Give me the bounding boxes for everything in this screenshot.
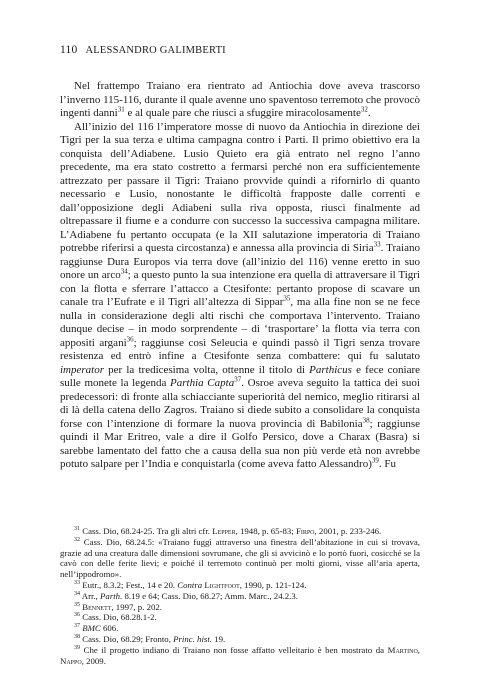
footnote: $^{35}$ Bennett, 1997, p. 202. [74,601,162,612]
author-name: Lightfoot [204,579,240,590]
footnote-ref: 39 [371,456,379,465]
paragraph: All’inizio del 116 l’imperatore mosse di nuovo da Antiochia in direzione dei Tigri per la sua terza e ultima campagna contro i Parti. Il primo obiettivo era la conquista dell’Adiabene. Lusio Quieto era già entrato nel regno l’anno precedente, ma era stato costretto a fermarsi perché non era sufficientemente attrezzato per passare il Tigri: Traiano provvide quindi a rifornirlo di quanto necessario e Lusio, nonostante le difficoltà frapposte dalle correnti e dall’opposizione degli Adiabeni sulla riva opposta, riuscì finalmente ad oltrepassare il fiume e a condurre con successo la successiva campagna militare. L’Adiabene fu pertanto occupata (e la XII salutazione imperatoria di Traiano potrebbe riferirsi a questa circostanza) e annessa alla provincia di Siria$^{33}$. Traiano raggiunse Dura Europos via terra dove (all’inizio del 116) venne eretto in suo onore un arco$^{34}$; a questo punto la sua intenzione era quella di attraversare il Tigri con la flotta e sferrare l’attacco a Ctesifonte: pertanto propose di scavare un canale tra l’Eufrate e il Tigri all’altezza di Sippar$^{35}$, ma alla fine non se ne fece nulla in considerazione degli alti rischi che comportava l’intervento. Traiano dunque decise – in modo sorprendente – di ‘trasportare’ la flotta via terra con appositi argani$^{36}$; raggiunse così Seleucia e quindi passò il Tigri senza trovare resistenza ed entrò infine a Ctesifonte senza combattere: qui fu salutato imperator per la tredicesima volta, ottenne il titolo di Parthicus e fece coniare sulle monete la legenda Parthia Capta$^{37}$. Osroe aveva seguito la tattica dei suoi predecessori: di fronte alla schiacciante superiorità del nemico, meglio ritirarsi al di là della catena dello Zagros. Traiano si diede subito a consolidare la conquista forse con l’intenzione di formare la nuova provincia di Babilonia$^{38}$; raggiunse quindi il Mar Eritreo, vale a dire il Golfo Persico, dove a Charax (Basra) si sarebbe lamentato del fatto che a causa della sua non più verde età non avrebbe potuto salpare per l’India e conquistarla (come aveva fatto Alessandro)$^{39}$. Fu [60,120,421,470]
italic-term: Parthicus [309,363,352,376]
footnote: $^{38}$ Cass. Dio, 68.29; Fronto, Princ. hist. 19. [74,633,226,644]
footnote: $^{34}$ Arr., Parth. 8.19 e 64; Cass. Dio, 68.27; Amm. Marc., 24.2.3. [74,590,298,601]
footnote-ref: 36 [126,334,134,343]
footnote-ref: 35 [283,294,291,303]
footnote-number: 36 [74,612,80,619]
author-name: Firpo [295,526,315,536]
italic-term: BMC [82,623,101,634]
footnote: $^{32}$ Cass. Dio, 68.24.5: «Traiano fuggì attraverso una finestra dell’abitazione in cui si trovava, grazie ad una creatura dalle dimensioni sovrumane, che gli si avvicinò e lo portò fuori, cosicché se la cavò con delle ferite lievi; e poiché il terremoto continuò per molti giorni, visse all’aria aperta, nell’ippodromo». [60,536,420,580]
footnote-number: 37 [74,623,80,630]
author-name: Nappo [60,655,82,666]
italic-term: imperator [60,363,104,376]
italic-term: Princ. hist. [173,633,212,644]
footnote-ref: 31 [117,105,125,114]
footnote-number: 32 [74,536,80,543]
running-header [60,44,226,56]
footnote: $^{33}$ Eutr., 8.3.2; Fest., 14 e 20. Contra Lightfoot, 1990, p. 121-124. [74,579,307,590]
footnote-number: 35 [74,601,80,608]
page-number: 110 [60,44,78,56]
italic-term: Parthia Capta [170,377,235,389]
footnote-ref: 33 [373,240,381,249]
italic-term: Parth. [100,590,123,601]
author-name: Martino [387,644,418,655]
footnote-ref: 38 [362,415,370,424]
footnote: $^{31}$ Cass. Dio, 68.24-25. Tra gli altri cfr. Lepper, 1948, p. 65-83; Firpo, 2001, p. 233-246. [74,526,382,536]
footnote-ref: 37 [234,375,242,384]
paragraph: Nel frattempo Traiano era rientrato ad Antiochia dove aveva trascorso l’inverno 115-116, durante il quale avenne uno spaventoso terremoto che provocò ingenti danni$^{31}$ e al quale pare che riuscì a sfuggire miracolosamente$^{32}$. [60,80,420,119]
footnote-number: 31 [74,526,80,533]
running-header-author: ALESSANDRO GALIMBERTI [85,45,226,56]
footnote: $^{39}$ Che il progetto indiano di Traiano non fosse affatto velleitario è ben mostrato da Martino, Nappo, 2009. [60,644,420,666]
footnote-ref: 34 [120,267,128,276]
footnote: $^{36}$ Cass. Dio, 68.28.1-2. [74,612,157,623]
footnote-number: 33 [74,580,80,587]
italic-term: Contra [177,579,203,590]
footnote-number: 39 [74,644,80,651]
footnote-number: 34 [74,590,80,597]
footnote-ref: 32 [360,105,368,114]
main-text [60,80,420,472]
footnote: $^{37}$ BMC 606. [74,623,119,634]
author-name: Lepper [212,526,236,536]
footnotes [60,526,420,666]
author-name: Bennett [82,601,112,612]
footnote-number: 38 [74,634,80,641]
